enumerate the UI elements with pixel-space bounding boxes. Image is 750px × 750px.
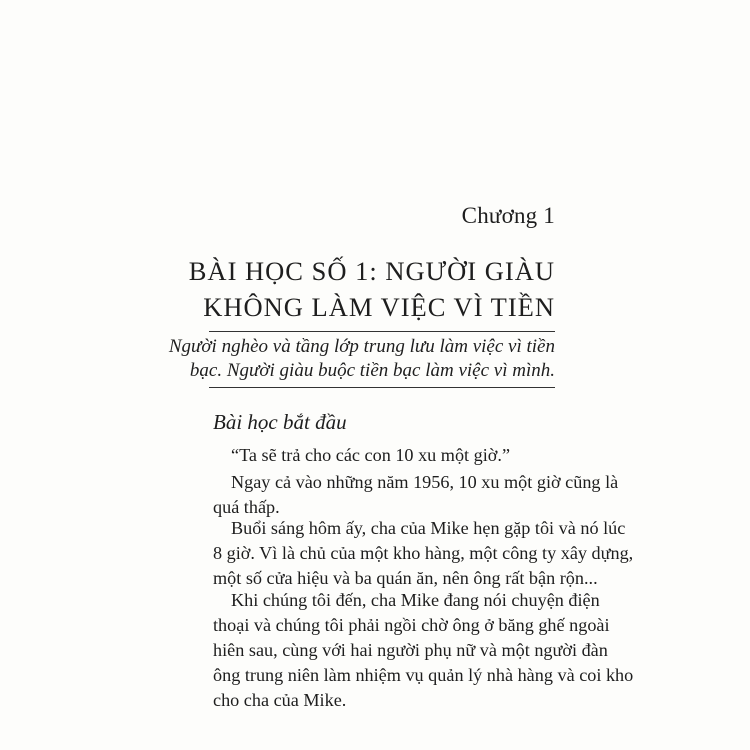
paragraph (213, 470, 619, 520)
paragraph-line: Khi chúng tôi đến, cha Mike đang nói chuyện điện (231, 590, 600, 610)
quote-top-rule (209, 331, 555, 332)
epigraph-line-1: Người nghèo và tầng lớp trung lưu làm việc vì tiền (168, 336, 555, 357)
paragraph-line: Ngay cả vào những năm 1956, 10 xu một giờ cũng là (231, 472, 619, 492)
paragraph-line: “Ta sẽ trả cho các con 10 xu một giờ.” (231, 445, 511, 465)
paragraph-line: một số cửa hiệu và ba quán ăn, nên ông rất bận rộn... (213, 568, 598, 588)
paragraph-line: hiên sau, cùng với hai người phụ nữ và một người đàn (213, 640, 608, 660)
paragraph-line: 8 giờ. Vì là chủ của một kho hàng, một công ty xây dựng, (213, 543, 634, 563)
epigraph-line-2: bạc. Người giàu buộc tiền bạc làm việc vì mình. (189, 360, 555, 381)
paragraph (213, 443, 555, 468)
paragraph (213, 588, 634, 713)
chapter-label: Chương 1 (461, 203, 555, 228)
quote-bottom-rule (209, 387, 555, 388)
chapter-title-line-2: KHÔNG LÀM VIỆC VÌ TIỀN (203, 292, 555, 322)
paragraph-line: thoại và chúng tôi phải ngồi chờ ông ở băng ghế ngoài (213, 615, 610, 635)
paragraph-line: cho cha của Mike. (213, 690, 347, 710)
paragraph-line: quá thấp. (213, 497, 280, 517)
paragraph (213, 516, 634, 591)
chapter-title-line-1: BÀI HỌC SỐ 1: NGƯỜI GIÀU (188, 256, 555, 286)
section-heading: Bài học bắt đầu (213, 410, 347, 434)
paragraph-line: ông trung niên làm nhiệm vụ quản lý nhà hàng và coi kho (213, 665, 634, 685)
paragraph-line: Buổi sáng hôm ấy, cha của Mike hẹn gặp tôi và nó lúc (231, 518, 626, 538)
